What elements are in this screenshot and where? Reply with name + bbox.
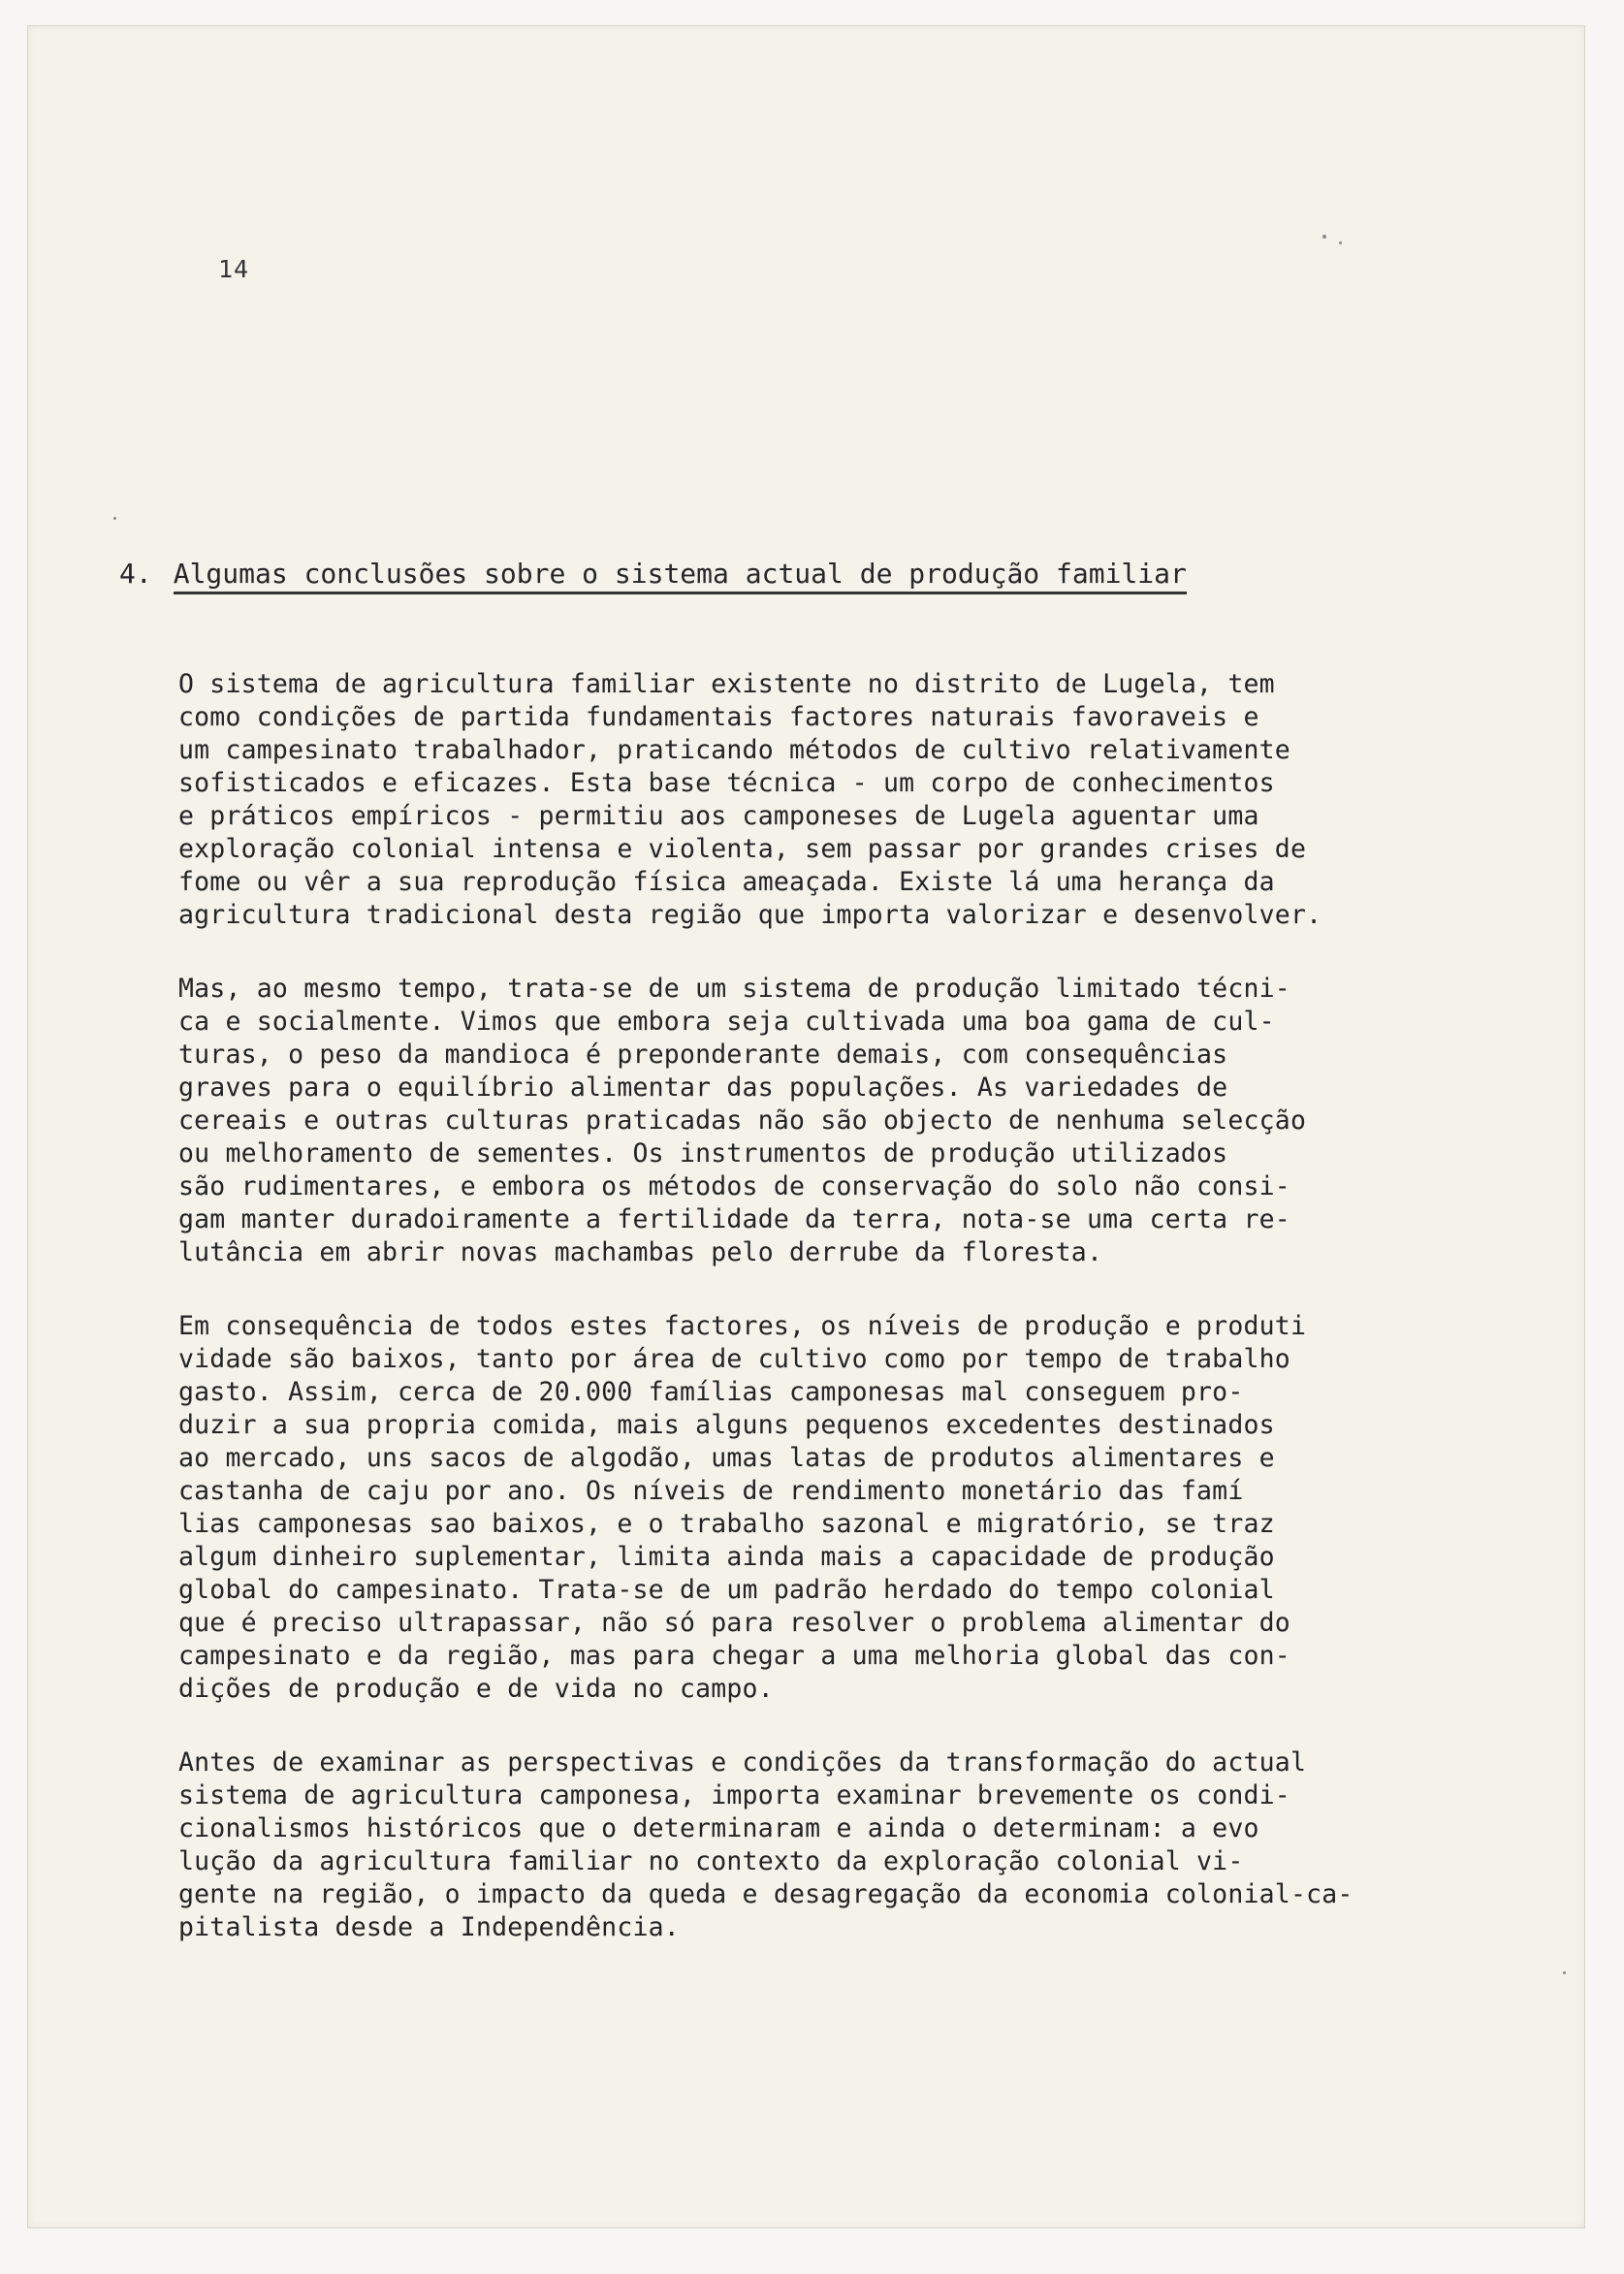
paragraph-3 [178,1310,1458,1706]
text-line: agricultura tradicional desta região que importa valorizar e desenvolver. [178,900,1322,930]
scan-speck [1339,241,1342,244]
text-line: O sistema de agricultura familiar existente no distrito de Lugela, tem [178,669,1275,699]
text-line: são rudimentares, e embora os métodos de conservação do solo não consi- [178,1171,1290,1201]
text-line: sofisticados e eficazes. Esta base técnica - um corpo de conhecimentos [178,768,1275,798]
text-line: lias camponesas sao baixos, e o trabalho sazonal e migratório, se traz [178,1509,1275,1539]
text-line: como condições de partida fundamentais factores naturais favoraveis e [178,702,1259,732]
scan-speck [1563,1971,1566,1974]
text-line: Em consequência de todos estes factores, os níveis de produção e produti [178,1311,1307,1341]
paragraph-4 [178,1746,1458,1944]
text-line: duzir a sua propria comida, mais alguns pequenos excedentes destinados [178,1410,1275,1440]
paragraph-2 [178,973,1458,1269]
scan-speck [1322,235,1326,239]
text-line: pitalista desde a Independência. [178,1912,680,1942]
text-line: e práticos empíricos - permitiu aos camponeses de Lugela aguentar uma [178,801,1259,831]
text-line: fome ou vêr a sua reprodução física ameaçada. Existe lá uma herança da [178,867,1275,897]
text-line: que é preciso ultrapassar, não só para resolver o problema alimentar do [178,1608,1290,1638]
text-line: global do campesinato. Trata-se de um padrão herdado do tempo colonial [178,1575,1275,1605]
paragraph-1 [178,668,1458,932]
text-line: vidade são baixos, tanto por área de cultivo como por tempo de trabalho [178,1344,1290,1374]
text-line: ca e socialmente. Vimos que embora seja cultivada uma boa gama de cul- [178,1007,1275,1037]
text-line: turas, o peso da mandioca é preponderante demais, com consequências [178,1040,1228,1070]
text-line: gam manter duradoiramente a fertilidade da terra, nota-se uma certa re- [178,1204,1290,1234]
page-number: 14 [218,255,250,283]
text-line: cionalismos históricos que o determinaram e ainda o determinam: a evo [178,1813,1259,1843]
text-line: exploração colonial intensa e violenta, sem passar por grandes crises de [178,834,1307,864]
text-line: Mas, ao mesmo tempo, trata-se de um sistema de produção limitado técni- [178,974,1290,1004]
section-number: 4. [119,558,152,590]
text-line: lução da agricultura familiar no contexto da exploração colonial vi- [178,1846,1244,1876]
text-line: cereais e outras culturas praticadas não são objecto de nenhuma selecção [178,1105,1307,1136]
text-line: campesinato e da região, mas para chegar a uma melhoria global das con- [178,1641,1290,1671]
document-page [27,25,1585,2228]
scan-speck [113,517,116,520]
body-text [178,668,1458,1985]
text-line: gente na região, o impacto da queda e desagregação da economia colonial-ca- [178,1879,1353,1909]
text-line: sistema de agricultura camponesa, importa examinar brevemente os condi- [178,1780,1290,1810]
text-line: um campesinato trabalhador, praticando métodos de cultivo relativamente [178,735,1290,765]
text-line: dições de produção e de vida no campo. [178,1674,774,1704]
section-title: Algumas conclusões sobre o sistema actual de produção familiar [174,558,1187,594]
text-line: gasto. Assim, cerca de 20.000 famílias camponesas mal conseguem pro- [178,1377,1244,1407]
text-line: ao mercado, uns sacos de algodão, umas latas de produtos alimentares e [178,1443,1275,1473]
text-line: ou melhoramento de sementes. Os instrumentos de produção utilizados [178,1138,1228,1169]
text-line: Antes de examinar as perspectivas e condições da transformação do actual [178,1747,1307,1778]
text-line: lutância em abrir novas machambas pelo derrube da floresta. [178,1237,1103,1267]
text-line: algum dinheiro suplementar, limita ainda mais a capacidade de produção [178,1542,1275,1572]
section-heading [119,558,1187,590]
text-line: castanha de caju por ano. Os níveis de rendimento monetário das famí [178,1476,1244,1506]
text-line: graves para o equilíbrio alimentar das populações. As variedades de [178,1073,1228,1103]
